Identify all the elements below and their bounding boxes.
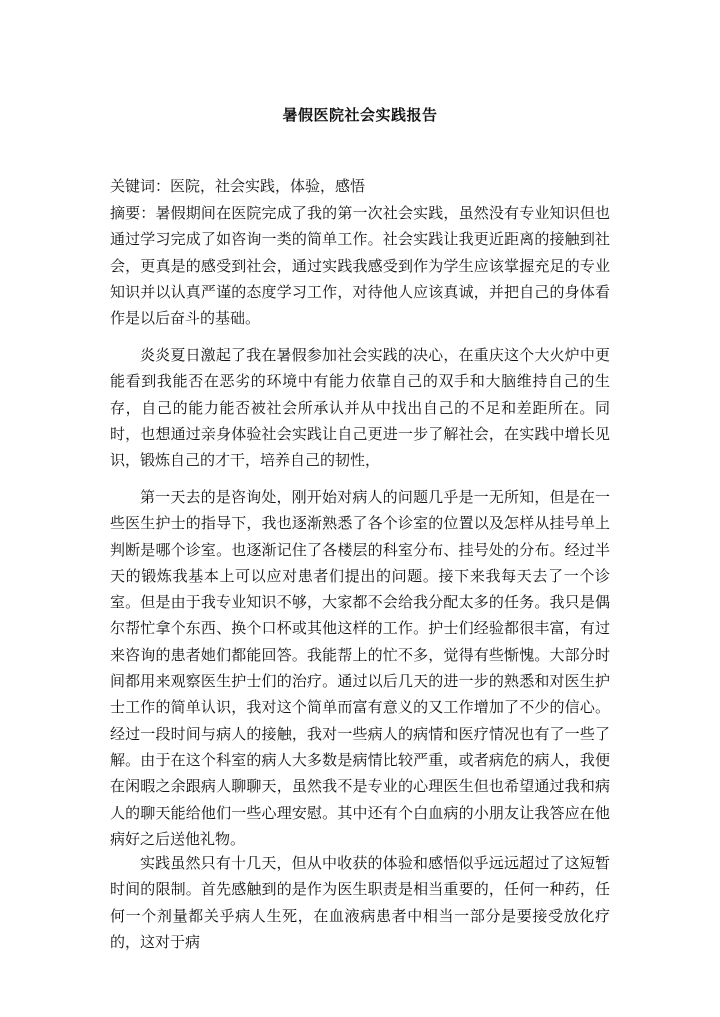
body-paragraph-1: 炎炎夏日激起了我在暑假参加社会实践的决心，在重庆这个大火炉中更能看到我能否在恶劣的环境中有能力依靠自己的双手和大脑维持自己的生存，自己的能力能否被社会所承认并从中找出自己的不足和差距所在。同时，也想通过亲身体验社会实践让自己更进一步了解社会，在实践中增长见识，锻炼自己的才干，培养自己的韧性， [110,346,610,470]
keywords-line: 关键词：医院，社会实践，体验，感悟 [110,177,366,195]
body-paragraph-3: 实践虽然只有十几天，但从中收获的体验和感悟似乎远远超过了这短暂时间的限制。首先感触到的是作为医生职责是相当重要的，任何一种药，任何一个剂量都关乎病人生死，在血液病患者中相当一部分是要接受放化疗的，这对于病 [110,854,610,951]
abstract-paragraph: 摘要：暑假期间在医院完成了我的第一次社会实践，虽然没有专业知识但也通过学习完成了如咨询一类的简单工作。社会实践让我更近距离的接触到社会，更真是的感受到社会，通过实践我感受到作为学生应该掌握充足的专业知识并以认真严谨的态度学习工作，对待他人应该真诚，并把自己的身体看作是以后奋斗的基础。 [110,204,610,328]
body-paragraph-2: 第一天去的是咨询处，刚开始对病人的问题几乎是一无所知，但是在一些医生护士的指导下，我也逐渐熟悉了各个诊室的位置以及怎样从挂号单上判断是哪个诊室。也逐渐记住了各楼层的科室分布、挂号处的分布。经过半天的锻炼我基本上可以应对患者们提出的问题。接下来我每天去了一个诊室。但是由于我专业知识不够，大家都不会给我分配太多的任务。我只是偶尔帮忙拿个东西、换个口杯或其他这样的工作。护士们经验都很丰富，有过来咨询的患者她们都能回答。我能帮上的忙不多，觉得有些惭愧。大部分时间都用来观察医生护士们的治疗。通过以后几天的进一步的熟悉和对医生护士工作的简单认识，我对这个简单而富有意义的又工作增加了不少的信心。经过一段时间与病人的接触，我对一些病人的病情和医疗情况也有了一些了解。由于在这个科室的病人大多数是病情比较严重，或者病危的病人，我便在闲暇之余跟病人聊聊天，虽然我不是专业的心理医生但也希望通过我和病人的聊天能给他们一些心理安慰。其中还有个白血病的小朋友让我答应在他病好之后送他礼物。 [110,488,610,848]
document-title: 暑假医院社会实践报告 [282,106,438,124]
